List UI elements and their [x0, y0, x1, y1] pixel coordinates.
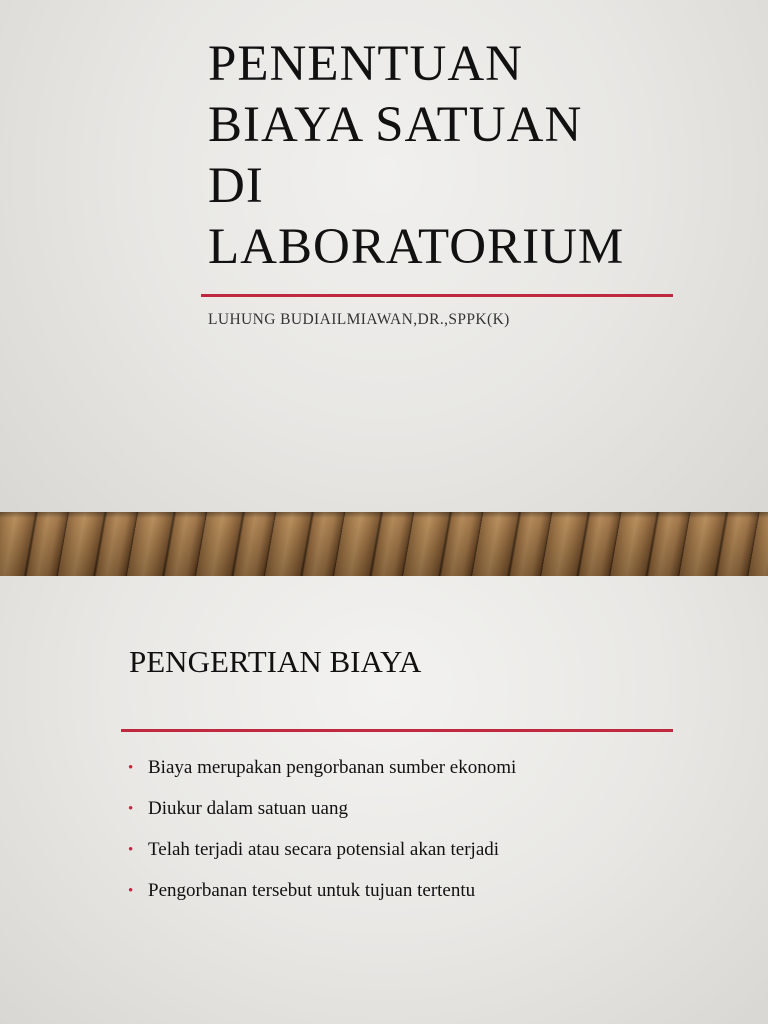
bullet-item — [128, 756, 516, 797]
bullet-icon: • — [128, 883, 134, 899]
content-slide — [0, 576, 768, 1024]
bullet-item — [128, 838, 516, 879]
bullet-text: Diukur dalam satuan uang — [148, 798, 348, 819]
bullet-text: Biaya merupakan pengorbanan sumber ekonomi — [148, 757, 517, 778]
bullet-item — [128, 797, 516, 838]
bullet-text: Telah terjadi atau secara potensial akan terjadi — [148, 839, 500, 860]
bullet-item — [128, 879, 516, 920]
bullet-icon: • — [128, 801, 134, 817]
title-line: DI — [208, 158, 264, 214]
bullet-list — [128, 756, 516, 920]
bullet-icon: • — [128, 842, 134, 858]
slide-heading: PENGERTIAN BIAYA — [129, 644, 422, 679]
wood-floor-decoration — [0, 512, 768, 576]
title-line: PENENTUAN — [208, 36, 523, 92]
title-divider — [201, 294, 673, 297]
bullet-text: Pengorbanan tersebut untuk tujuan tertentu — [148, 880, 476, 901]
author-subtitle: LUHUNG BUDIAILMIAWAN,DR.,SPPK(K) — [208, 311, 510, 328]
bullet-icon: • — [128, 760, 134, 776]
title-line: LABORATORIUM — [208, 219, 625, 275]
slide-title — [208, 34, 728, 278]
heading-divider — [121, 729, 673, 732]
title-line: BIAYA SATUAN — [208, 97, 583, 153]
